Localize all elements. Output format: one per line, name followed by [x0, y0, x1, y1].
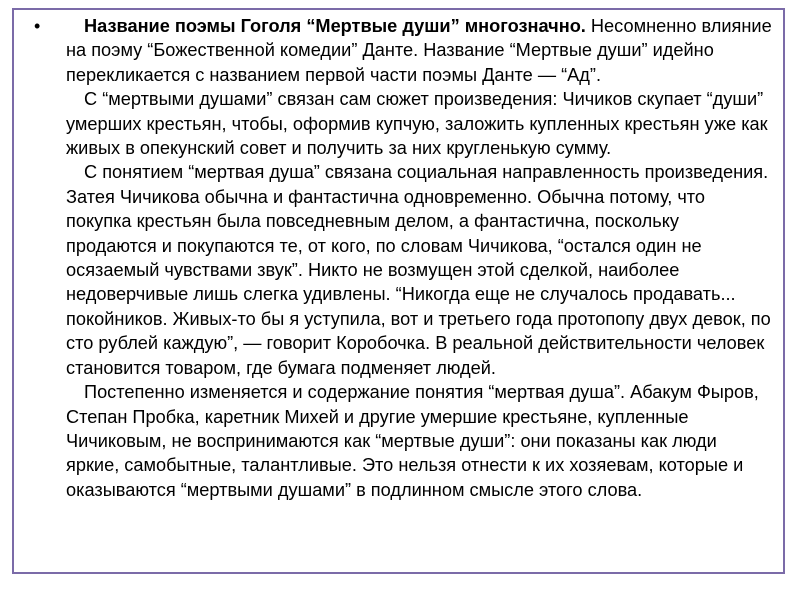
first-paragraph — [66, 14, 774, 87]
slide-content — [34, 14, 774, 502]
bullet-item — [34, 14, 774, 502]
bullet-icon: • — [34, 16, 41, 36]
paragraph: Постепенно изменяется и содержание понятия “мертвая душа”. Абакум Фыров, Степан Пробка, каретник Михей и другие умершие крестьяне, купленные Чичиковым, не воспринимаются как “мертвые души”: они показаны как люди яркие, самобытные, талантливые. Это нельзя отнести к их хозяевам, которые и оказываются “мертвыми душами” в подлинном смысле этого слова. — [66, 382, 759, 500]
bullet-body — [66, 14, 774, 502]
paragraph: С понятием “мертвая душа” связана социальная направленность произведения. Затея Чичикова обычна и фантастична одновременно. Обычна потому, что покупка крестьян была повседневным делом, а фантастична, поскольку продаются и покупаются те, от кого, по словам Чичикова, “остался один не осязаемый чувствами звук”. Никто не возмущен этой сделкой, наиболее недоверчивые лишь слегка удивлены. “Никогда еще не случалось продавать... покойников. Живых-то бы я уступила, вот и третьего года протопопу двух девок, по сто рублей каждую”, — говорит Коробочка. В реальной действительности человек становится товаром, где бумага подменяет людей. — [66, 162, 771, 378]
slide-heading: Название поэмы Гоголя “Мертвые души” многозначно. — [84, 16, 586, 36]
paragraph: С “мертвыми душами” связан сам сюжет произведения: Чичиков скупает “души” умерших крестьян, чтобы, оформив купчую, заложить купленных крестьян уже как живых в опекунский совет и получить за них кругленькую сумму. — [66, 89, 768, 159]
paragraph-text: Несомненно влияние на поэму “Божественной комедии” Данте. Название “Мертвые души” идейно перекликается с названием первой части поэмы Данте — “Ад”. — [66, 16, 772, 85]
slide-frame — [12, 8, 785, 574]
